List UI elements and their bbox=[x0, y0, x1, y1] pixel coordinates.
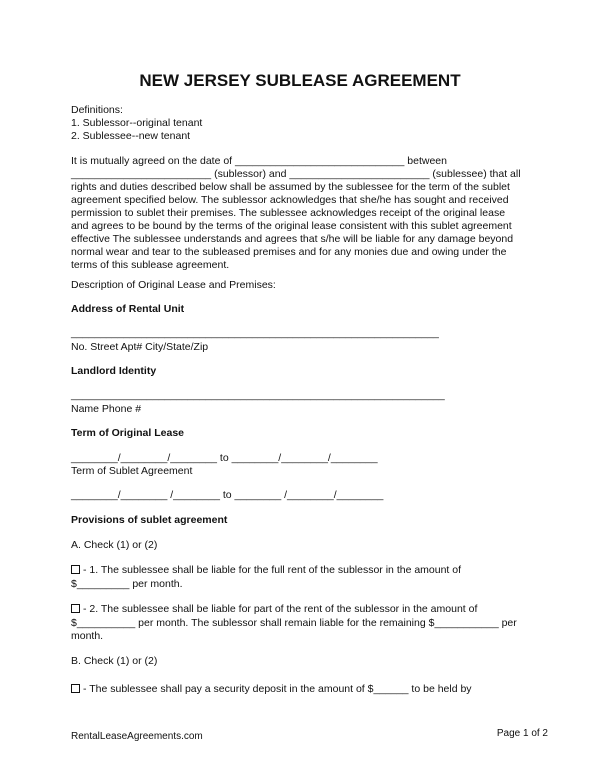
option-b1-text: - The sublessee shall pay a security deposit in the amount of $______ to be held by bbox=[83, 683, 472, 695]
option-a1-text: - 1. The sublessee shall be liable for the full rent of the sublessor in the amount of bbox=[83, 564, 462, 576]
intro-line-6: and agrees to be bound by the terms of the original lease consistent with this sublet agreement bbox=[71, 220, 512, 232]
intro-line-1: It is mutually agreed on the date of _____________________________ between bbox=[71, 155, 447, 167]
option-b1-line-1 bbox=[71, 683, 541, 696]
sublet-dates-field[interactable]: ________/________ /________ to ________ /________/________ bbox=[71, 489, 384, 501]
definitions-heading: Definitions: bbox=[71, 104, 123, 116]
intro-line-9: terms of this sublease agreement. bbox=[71, 259, 230, 271]
document-title: NEW JERSEY SUBLEASE AGREEMENT bbox=[139, 71, 461, 90]
intro-line-3: rights and duties described below shall be assumed by the sublessee for the term of the sublet bbox=[71, 181, 510, 193]
provisions-heading: Provisions of sublet agreement bbox=[71, 514, 228, 526]
term-heading: Term of Original Lease bbox=[71, 427, 185, 439]
description-heading: Description of Original Lease and Premises: bbox=[71, 279, 276, 291]
intro-line-7: effective The sublessee understands and agrees that s/he will be liable for any damage beyond bbox=[71, 233, 514, 245]
page-number: Page 1 of 2 bbox=[496, 728, 548, 739]
address-heading: Address of Rental Unit bbox=[71, 303, 185, 315]
option-a2-text: - 2. The sublessee shall be liable for part of the rent of the sublessor in the amount of bbox=[83, 603, 478, 615]
landlord-heading: Landlord Identity bbox=[71, 365, 157, 377]
option-a2-checkbox[interactable] bbox=[71, 604, 80, 613]
address-field[interactable]: _______________________________________________________________ bbox=[71, 327, 439, 339]
intro-line-5: permission to sublet their premises. The sublessee acknowledges receipt of the original lease bbox=[71, 207, 506, 219]
definition-item-1: 1. Sublessor--original tenant bbox=[71, 117, 203, 129]
option-a1-line-1 bbox=[71, 564, 541, 577]
option-a2-line-3: month. bbox=[71, 630, 104, 642]
landlord-field[interactable]: ________________________________________________________________ bbox=[71, 389, 445, 401]
option-b1-checkbox[interactable] bbox=[71, 684, 80, 693]
original-lease-dates-field[interactable]: ________/________/________ to ________/________/________ bbox=[71, 452, 378, 464]
intro-line-4: agreement specified below. The sublessor acknowledges that she/he has sought and received bbox=[71, 194, 509, 206]
address-caption: No. Street Apt# City/State/Zip bbox=[71, 341, 209, 353]
sublet-term-caption: Term of Sublet Agreement bbox=[71, 465, 193, 477]
section-b-label: B. Check (1) or (2) bbox=[71, 655, 158, 667]
option-a2-line-1 bbox=[71, 603, 541, 616]
section-a-label: A. Check (1) or (2) bbox=[71, 539, 158, 551]
option-a2-line-2: $__________ per month. The sublessor shall remain liable for the remaining $___________ per bbox=[71, 617, 517, 629]
intro-line-8: normal wear and tear to the subleased premises and for any monies due and owing under the bbox=[71, 246, 507, 258]
intro-line-2: ________________________ (sublessor) and ________________________ (sublessee) that all bbox=[71, 168, 521, 180]
definition-item-2: 2. Sublessee--new tenant bbox=[71, 130, 191, 142]
footer-site-link[interactable]: RentalLeaseAgreements.com bbox=[71, 731, 203, 742]
option-a1-line-2: $_________ per month. bbox=[71, 578, 183, 590]
option-a1-checkbox[interactable] bbox=[71, 565, 80, 574]
landlord-caption: Name Phone # bbox=[71, 403, 142, 415]
